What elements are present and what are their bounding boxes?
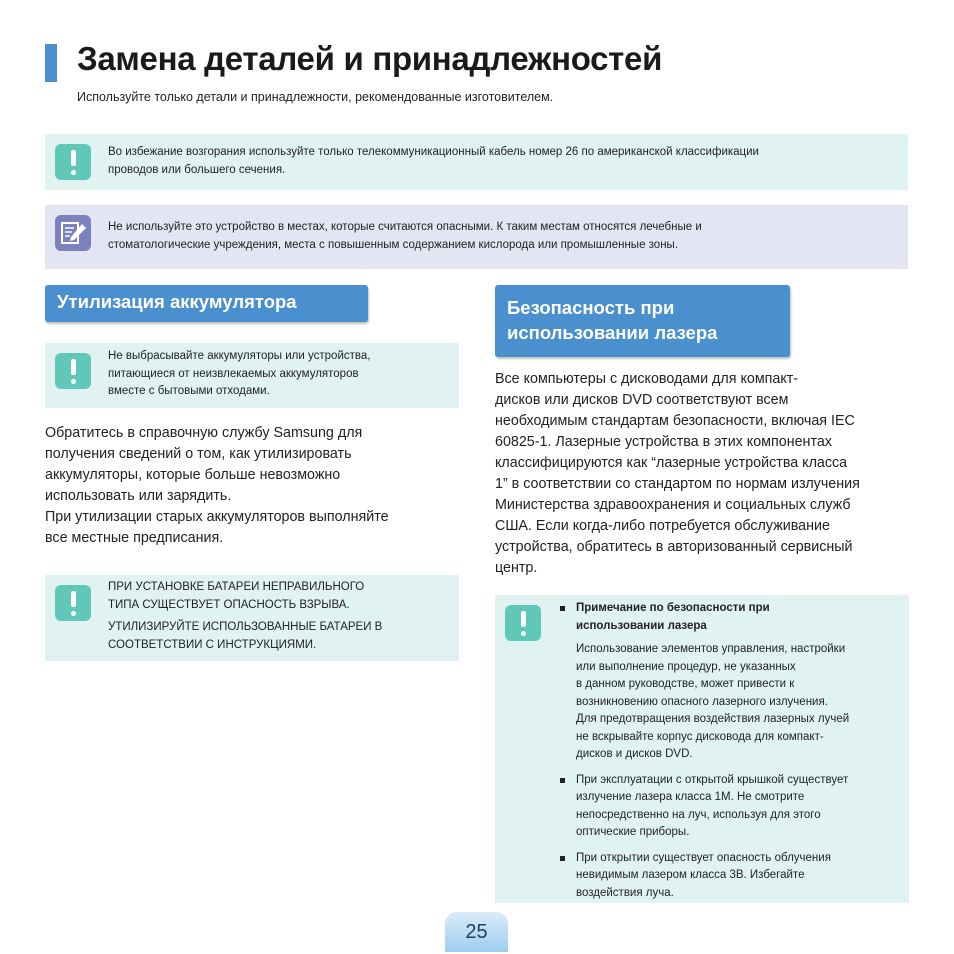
battery-section-heading: Утилизация аккумулятора — [45, 285, 368, 322]
pencil-note-icon — [55, 215, 91, 251]
hazard-note-text: Не используйте это устройство в местах, которые считаются опасными. К таким местам относятся лечебные и стоматологические учреждения, места с повышенным содержанием кислорода или промышленные зоны. — [108, 221, 702, 251]
battery-warning-box — [45, 343, 459, 408]
list-item: При эксплуатации с открытой крышкой существует излучение лазера класса 1M. Не смотрите непосредственно на луч, используя для этого оптические приборы. — [560, 772, 905, 842]
battery-warning-text: Не выбрасывайте аккумуляторы или устройства, питающиеся от неизвлекаемых аккумуляторов вместе с бытовыми отходами. — [108, 350, 371, 397]
page-subtitle: Используйте только детали и принадлежности, рекомендованные изготовителем. — [77, 90, 554, 104]
page-number: 25 — [445, 912, 508, 952]
laser-notice-title: Примечание по безопасности при использовании лазера — [576, 602, 770, 632]
fire-warning-text: Во избежание возгорания используйте только телекоммуникационный кабель номер 26 по американской классификации проводов или большего сечения. — [108, 146, 759, 176]
exclamation-icon — [55, 585, 91, 621]
battery-caution-text: ПРИ УСТАНОВКЕ БАТАРЕИ НЕПРАВИЛЬНОГО ТИПА СУЩЕСТВУЕТ ОПАСНОСТЬ ВЗРЫВА. УТИЛИЗИРУЙТЕ ИСПОЛЬЗОВАННЫЕ БАТАРЕИ В СООТВЕТСТВИИ С ИНСТРУКЦИЯМИ. — [108, 581, 383, 651]
exclamation-icon — [55, 144, 91, 180]
list-item: Примечание по безопасности при использовании лазера Использование элементов управления, настройки или выполнение процедур, не указанных в данном руководстве, может привести к возникновению опасного лазерного излучения. Для предотвращения воздействия лазерных лучей не вскрывайте корпус дисковода для компакт- дисков и дисков DVD. — [560, 600, 905, 764]
hazard-note-box — [45, 205, 908, 269]
battery-body-text: Обратитесь в справочную службу Samsung для получения сведений о том, как утилизировать аккумуляторы, которые больше невозможно использовать или зарядить. При утилизации старых аккумуляторов выполняйте все местные предписания. — [45, 425, 389, 546]
list-item: При открытии существует опасность облучения невидимым лазером класса 3B. Избегайте воздействия луча. — [560, 850, 905, 903]
battery-caution-box — [45, 575, 459, 661]
fire-warning-box — [45, 134, 908, 190]
exclamation-icon — [55, 353, 91, 389]
laser-body-text: Все компьютеры с дисководами для компакт- дисков или дисков DVD соответствуют всем необходимым стандартам безопасности, включая IEC 60825-1. Лазерные устройства в этих компонентах классифицируются как “лазерные устройства класса 1” в соответствии со стандартом по нормам излучения Министерства здравоохранения и социальных служб США. Если когда-либо потребуется обслуживание устройства, обратитесь в авторизованный сервисный центр. — [495, 371, 860, 576]
page-title: Замена деталей и принадлежностей — [77, 40, 663, 77]
title-accent-bar — [45, 44, 57, 82]
laser-section-heading: Безопасность при использовании лазера — [495, 285, 790, 357]
exclamation-icon — [505, 605, 541, 641]
laser-notice-list — [560, 600, 905, 910]
